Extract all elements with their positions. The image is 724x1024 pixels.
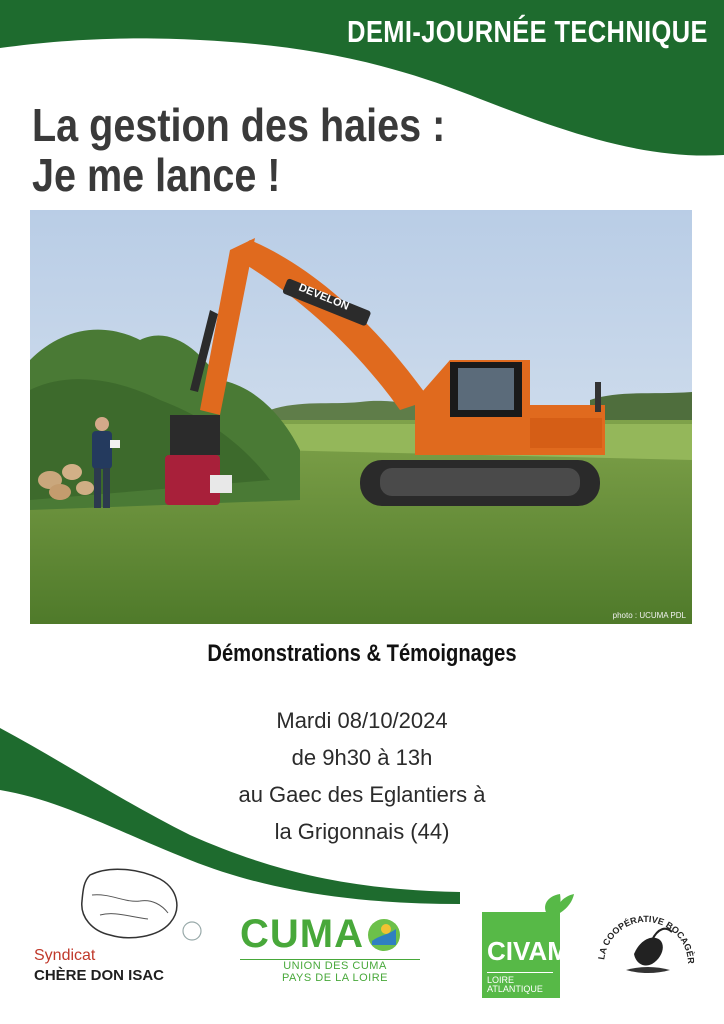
civam-sub-2: ATLANTIQUE (487, 984, 543, 994)
event-details (150, 702, 574, 850)
cuma-word: CUMA (240, 912, 364, 956)
syndicat-line-2: CHÈRE DON ISAC (34, 967, 165, 984)
photo-credit: photo : UCUMA PDL (612, 611, 686, 620)
subtitle: Démonstrations & Témoignages (207, 640, 517, 667)
civam-sub-1: LOIRE (487, 972, 553, 985)
event-place-2: la Grigonnais (44) (274, 819, 450, 844)
event-place-1: au Gaec des Eglantiers à (238, 782, 486, 807)
syndicat-line-1: Syndicat (34, 947, 96, 964)
excavator-photo (30, 210, 692, 624)
excavator-brand: DEVELON (296, 281, 351, 313)
cuma-sub-1: UNION DES CUMA (283, 960, 387, 972)
cuma-logo (240, 912, 430, 992)
title-line-2: Je me lance ! (32, 149, 281, 201)
event-time: de 9h30 à 13h (291, 745, 433, 770)
page-title (32, 100, 445, 200)
cuma-circle-icon (366, 917, 402, 953)
watershed-map-icon (30, 865, 210, 945)
event-date: Mardi 08/10/2024 (276, 708, 448, 733)
civam-box (482, 912, 569, 998)
bird-emblem-icon (596, 904, 696, 994)
cooperative-name: LA COOPÉRATIVE BOCAGÈR (596, 913, 696, 965)
civam-logo (480, 890, 580, 1000)
civam-word: CIVAM (487, 936, 569, 966)
cuma-sub-2: PAYS DE LA LOIRE (281, 972, 389, 984)
cooperative-logo (596, 904, 696, 994)
title-line-1: La gestion des haies : (32, 99, 446, 151)
syndicat-logo (30, 865, 210, 990)
banner-text: DEMI-JOURNÉE TECHNIQUE (347, 14, 708, 49)
